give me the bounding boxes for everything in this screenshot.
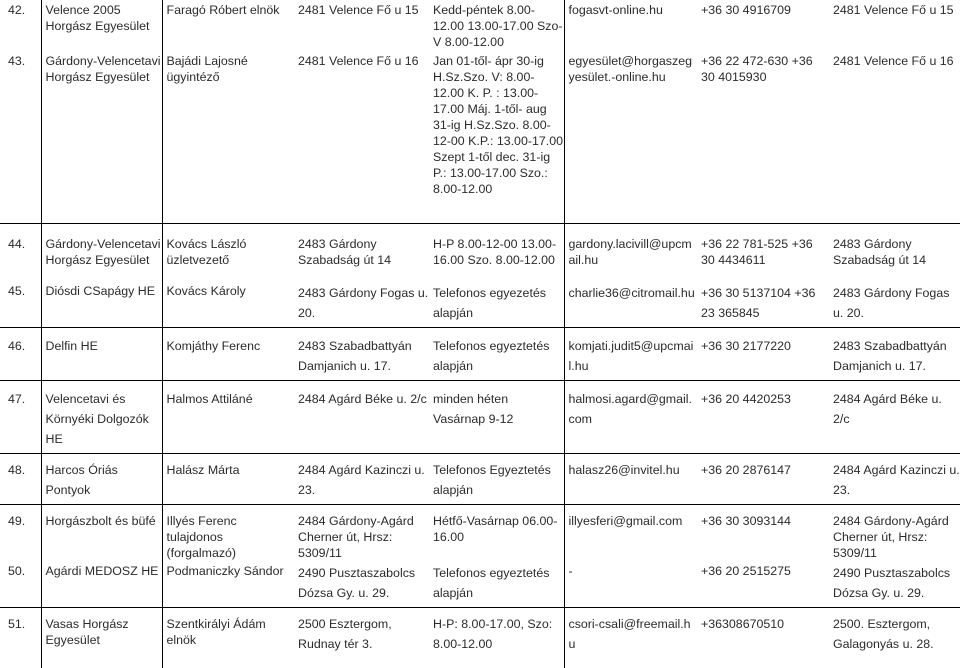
public-address: 2481 Velence Fő u 16 <box>829 51 960 223</box>
contact-person: Kovács László üzletvezető <box>162 223 294 281</box>
address: 2484 Gárdony-Agárd Cherner út, Hrsz: 5309/11 <box>298 514 414 560</box>
address: 2484 Agárd Béke u. 2/c <box>294 381 429 454</box>
email: halasz26@invitel.hu <box>564 454 697 505</box>
association-name: Velencetavi és Környéki Dolgozók HE <box>41 381 162 454</box>
opening-hours: H-P 8.00-12-00 13.00-16.00 Szo. 8.00-12.00 <box>433 236 557 267</box>
row-number: 49. <box>8 514 26 528</box>
row-number: 45. <box>0 281 41 328</box>
opening-hours: minden héten Vasárnap 9-12 <box>429 381 564 454</box>
opening-hours: Hétfő-Vasárnap 06.00-16.00 <box>433 514 558 544</box>
table-row <box>0 223 960 281</box>
association-name: Agárdi MEDOSZ HE <box>41 561 162 608</box>
email: csori-csali@freemail.hu <box>564 608 697 668</box>
public-address: 2484 Agárd Kazinczi u. 23. <box>829 454 960 505</box>
email: egyesület@horgaszegyesület.-online.hu <box>564 51 697 223</box>
address: 2481 Velence Fő u 15 <box>298 3 419 17</box>
email: fogasvt-online.hu <box>564 0 697 51</box>
email: charlie36@citromail.hu <box>564 281 697 328</box>
association-name: Diósdi CSapágy HE <box>41 281 162 328</box>
public-address: 2500. Esztergom, Galagonyás u. 28. <box>833 617 934 651</box>
table-row <box>0 608 960 668</box>
address: 2483 Szabadbattyán Damjanich u. 17. <box>294 328 429 381</box>
email: - <box>564 561 697 608</box>
phone: +36 20 2876147 <box>697 454 829 505</box>
row-number: 47. <box>0 381 41 454</box>
contact-person: Halmos Attiláné <box>162 381 294 454</box>
email: gardony.lacivill@upcmail.hu <box>564 223 697 281</box>
opening-hours: Telefonos egyeztetés alapján <box>429 561 564 608</box>
phone: +36 30 5137104 +36 23 365845 <box>697 281 829 328</box>
contact-person: Bajádi Lajosné ügyintéző <box>162 51 294 223</box>
email: illyesferi@gmail.com <box>564 505 697 562</box>
public-address: 2483 Gárdony Szabadság út 14 <box>833 236 927 267</box>
opening-hours: Telefonos egyezetés alapján <box>429 281 564 328</box>
opening-hours: Kedd-péntek 8.00-12.00 13.00-17.00 Szo-V 8.00-12.00 <box>433 3 563 49</box>
association-name: Delfin HE <box>41 328 162 381</box>
phone: +36 20 4420253 <box>697 381 829 454</box>
table-row <box>0 51 960 223</box>
row-number: 42. <box>8 3 26 17</box>
table-row <box>0 0 960 51</box>
opening-hours: Telefonos egyeztetés alapján <box>429 328 564 381</box>
opening-hours: Telefonos Egyeztetés alapján <box>429 454 564 505</box>
contact-person: Podmaniczky Sándor <box>162 561 294 608</box>
contact-person: Faragó Róbert elnök <box>162 0 294 51</box>
phone: +36 30 2177220 <box>697 328 829 381</box>
table-row <box>0 281 960 328</box>
phone: +36 20 2515275 <box>697 561 829 608</box>
address: 2500 Esztergom, Rudnay tér 3. <box>298 617 392 651</box>
contact-person: Kovács Károly <box>162 281 294 328</box>
phone: +36 30 3093144 <box>701 514 791 528</box>
email: halmosi.agard@gmail.com <box>564 381 697 454</box>
contact-person: Illyés Ferenc tulajdonos (forgalmazó) <box>162 505 294 562</box>
address: 2490 Pusztaszabolcs Dózsa Gy. u. 29. <box>294 561 429 608</box>
association-name: Velence 2005 Horgász Egyesület <box>41 0 162 51</box>
public-address: 2483 Gárdony Fogas u. 20. <box>829 281 960 328</box>
row-number: 46. <box>0 328 41 381</box>
table-row <box>0 454 960 505</box>
row-number: 43. <box>0 51 41 223</box>
association-name: Harcos Óriás Pontyok <box>41 454 162 505</box>
table-row <box>0 328 960 381</box>
association-name: Gárdony-Velencetavi Horgász Egyesület <box>41 223 162 281</box>
email: komjati.judit5@upcmail.hu <box>564 328 697 381</box>
association-name: Horgászbolt és büfé <box>41 505 162 562</box>
address: 2483 Gárdony Szabadság út 14 <box>298 236 392 267</box>
phone: +36 22 781-525 +36 30 4434611 <box>701 236 813 267</box>
phone: +36308670510 <box>701 617 785 631</box>
phone: +36 30 4916709 <box>701 3 791 17</box>
row-number: 50. <box>0 561 41 608</box>
public-address: 2484 Agárd Béke u. 2/c <box>829 381 960 454</box>
contact-person: Komjáthy Ferenc <box>162 328 294 381</box>
contact-person: Szentkirályi Ádám elnök <box>162 608 294 668</box>
public-address: 2481 Velence Fő u 15 <box>833 3 954 17</box>
table-row <box>0 561 960 608</box>
opening-hours: H-P: 8.00-17.00, Szo: 8.00-12.00 <box>433 617 553 651</box>
address: 2483 Gárdony Fogas u. 20. <box>294 281 429 328</box>
address: 2484 Agárd Kazinczi u. 23. <box>294 454 429 505</box>
table-row <box>0 381 960 454</box>
public-address: 2490 Pusztaszabolcs Dózsa Gy. u. 29. <box>829 561 960 608</box>
contact-person: Halász Márta <box>162 454 294 505</box>
association-name: Gárdony-Velencetavi Horgász Egyesület <box>41 51 162 223</box>
row-number: 51. <box>8 617 26 631</box>
public-address: 2484 Gárdony-Agárd Cherner út, Hrsz: 5309/11 <box>833 514 949 560</box>
phone: +36 22 472-630 +36 30 4015930 <box>697 51 829 223</box>
address: 2481 Velence Fő u 16 <box>294 51 429 223</box>
table-row <box>0 505 960 562</box>
row-number: 44. <box>8 236 26 251</box>
public-address: 2483 Szabadbattyán Damjanich u. 17. <box>829 328 960 381</box>
opening-hours: Jan 01-től- ápr 30-ig H.Sz.Szo. V: 8.00-12.00 K. P. : 13.00-17.00 Máj. 1-től- aug 31-ig H.Sz.Szo. 8.00-12-00 K.P.: 13.00-17.00 Szept 1-től dec. 31-ig P.: 13.00-17.00 Szo.: 8.00-12.00 <box>429 51 564 223</box>
row-number: 48. <box>0 454 41 505</box>
association-name: Vasas Horgász Egyesület <box>41 608 162 668</box>
